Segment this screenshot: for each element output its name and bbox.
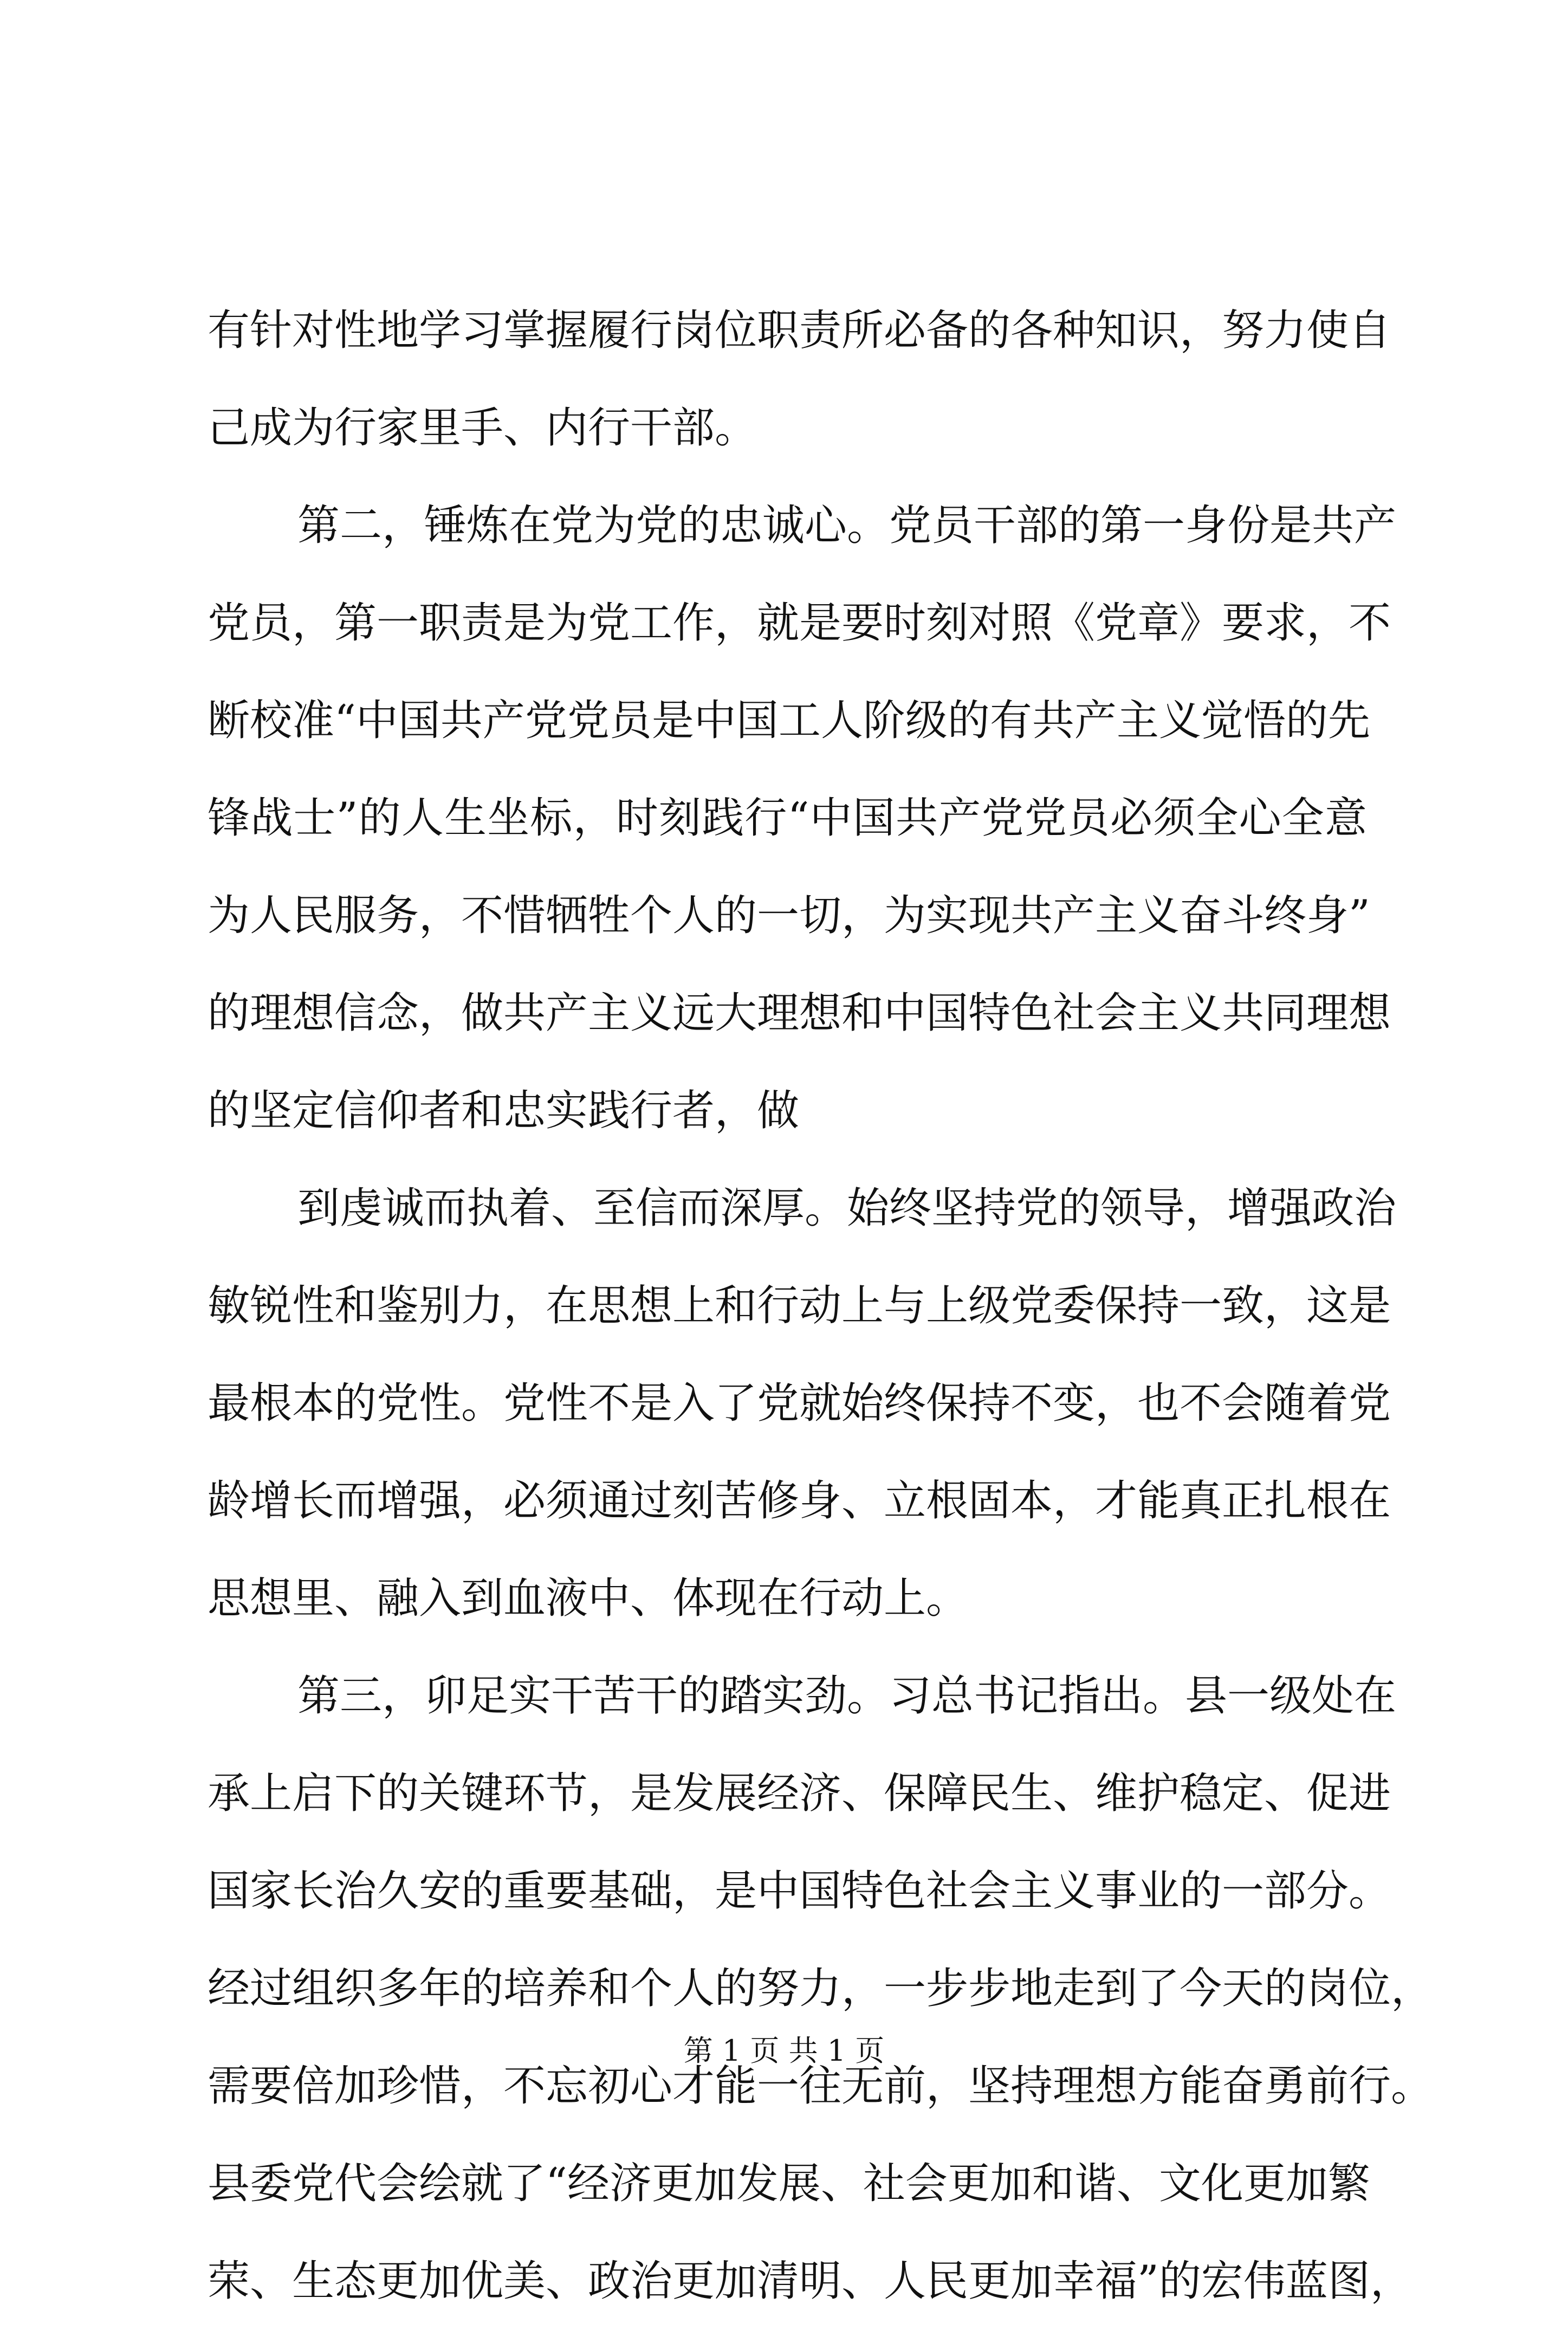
text-line: 龄增长而增强，必须通过刻苦修身、立根固本，才能真正扎根在 — [208, 1477, 1391, 1525]
text-line: 国家长治久安的重要基础，是中国特色社会主义事业的一部分。 — [208, 1867, 1391, 1915]
text-line: 断校准“中国共产党党员是中国工人阶级的有共产主义觉悟的先 — [208, 696, 1370, 745]
text-line: 敏锐性和鉴别力，在思想上和行动上与上级党委保持一致，这是 — [208, 1282, 1391, 1330]
text-line: 的理想信念，做共产主义远大理想和中国特色社会主义共同理想 — [208, 989, 1391, 1038]
paragraph-start-line: 第二，锤炼在党为党的忠诚心。党员干部的第一身份是共产 — [297, 501, 1397, 550]
text-line: 需要倍加珍惜，不忘初心才能一往无前，坚持理想方能奋勇前行。 — [208, 2062, 1434, 2111]
text-line: 党员，第一职责是为党工作，就是要时刻对照《党章》要求，不 — [208, 599, 1391, 648]
text-line: 经过组织多年的培养和个人的努力，一步步地走到了今天的岗位， — [208, 1964, 1434, 2013]
text-line: 锋战士”的人生坐标，时刻践行“中国共产党党员必须全心全意 — [208, 794, 1367, 843]
text-line: 承上启下的关键环节，是发展经济、保障民生、维护稳定、促进 — [208, 1769, 1391, 1818]
text-line: 荣、生态更加优美、政治更加清明、人民更加幸福”的宏伟蓝图， — [208, 2257, 1413, 2306]
paragraph-start-line: 到虔诚而执着、至信而深厚。始终坚持党的领导，增强政治 — [297, 1184, 1397, 1233]
text-line: 最根本的党性。党性不是入了党就始终保持不变，也不会随着党 — [208, 1379, 1391, 1428]
text-line: 思想里、融入到血液中、体现在行动上。 — [208, 1574, 969, 1623]
text-line: 县委党代会绘就了“经济更加发展、社会更加和谐、文化更加繁 — [208, 2159, 1370, 2208]
document-body — [208, 282, 1434, 2330]
paragraph-start-line: 第三，卯足实干苦干的踏实劲。习总书记指出。县一级处在 — [297, 1672, 1397, 1720]
text-line: 有针对性地学习掌握履行岗位职责所必备的各种知识，努力使自 — [208, 306, 1391, 355]
text-line: 的坚定信仰者和忠实践行者，做 — [208, 1086, 800, 1135]
text-line: 为人民服务，不惜牺牲个人的一切，为实现共产主义奋斗终身” — [208, 891, 1370, 940]
page-number-footer: 第 1 页 共 1 页 — [683, 2034, 885, 2068]
text-line: 己成为行家里手、内行干部。 — [208, 404, 757, 452]
